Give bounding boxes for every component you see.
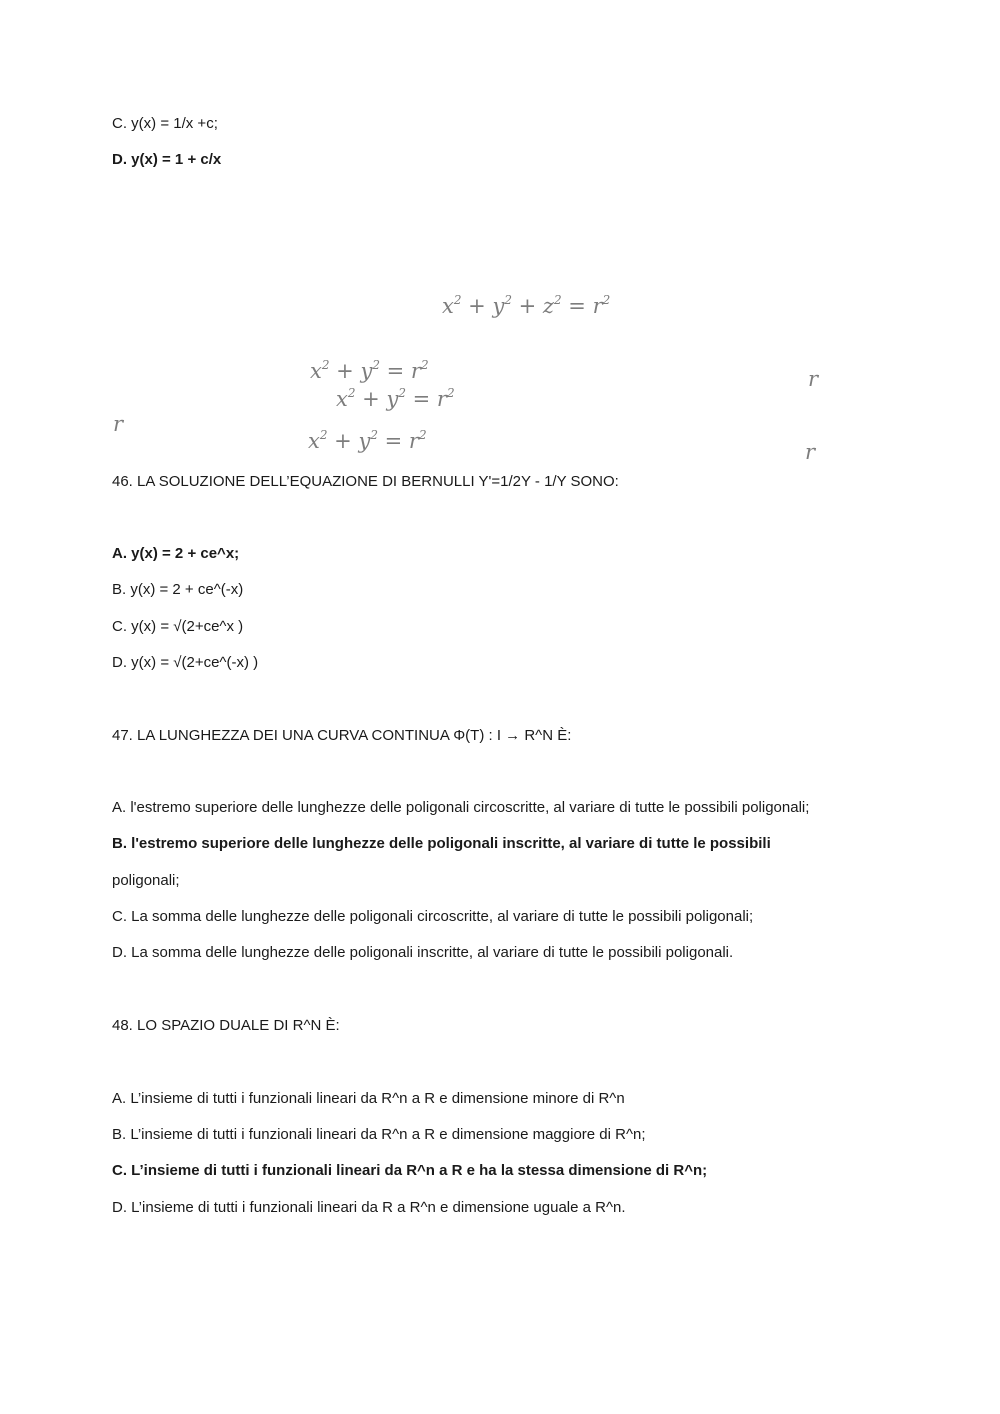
q48-option-c-correct: C. L’insieme di tutti i funzionali lineari da R^n a R e ha la stessa dimensione di R^n; — [112, 1162, 708, 1179]
r-symbol-right-1: r — [808, 367, 819, 391]
q46-option-c: C. y(x) = √(2+ce^x ) — [112, 618, 244, 635]
q47-option-a: A. l'estremo superiore delle lunghezze delle poligonali circoscritte, al variare di tutte le possibili poligonali; — [112, 799, 810, 816]
sphere-equation: $x^2 + y^2 + z^2 = r^2$ — [442, 293, 611, 318]
q48-option-d: D. L’insieme di tutti i funzionali lineari da R a R^n e dimensione uguale a R^n. — [112, 1199, 626, 1216]
question-47-title: 47. LA LUNGHEZZA DEI UNA CURVA CONTINUA Φ(T) : I → R^N È: — [112, 727, 572, 744]
prev-option-c: C. y(x) = 1/x +c; — [112, 115, 218, 132]
circle-equation-2: $x^2 + y^2 = r^2$ — [336, 386, 455, 411]
q47-option-b-correct: B. l'estremo superiore delle lunghezze delle poligonali inscritte, al variare di tutte le possibili — [112, 835, 771, 852]
q48-option-b: B. L’insieme di tutti i funzionali lineari da R^n a R e dimensione maggiore di R^n; — [112, 1126, 646, 1143]
question-48-title: 48. LO SPAZIO DUALE DI R^N È: — [112, 1017, 340, 1034]
q46-option-d: D. y(x) = √(2+ce^(-x) ) — [112, 654, 259, 671]
r-symbol-right-2: r — [805, 440, 816, 464]
q47-option-b-continued: poligonali; — [112, 872, 180, 889]
q47-option-c: C. La somma delle lunghezze delle poligonali circoscritte, al variare di tutte le possibili poligonali; — [112, 908, 754, 925]
circle-equation-3: $x^2 + y^2 = r^2$ — [308, 428, 427, 453]
q46-option-a-correct: A. y(x) = 2 + ce^x; — [112, 545, 240, 562]
question-46-title: 46. LA SOLUZIONE DELL’EQUAZIONE DI BERNULLI Y'=1/2Y - 1/Y SONO: — [112, 473, 619, 490]
circle-equation-1: $x^2 + y^2 = r^2$ — [310, 358, 429, 383]
q48-option-a: A. L’insieme di tutti i funzionali lineari da R^n a R e dimensione minore di R^n — [112, 1090, 625, 1107]
prev-option-d-correct: D. y(x) = 1 + c/x — [112, 151, 222, 168]
r-symbol-left: r — [113, 412, 124, 436]
q46-option-b: B. y(x) = 2 + ce^(-x) — [112, 581, 244, 598]
q47-option-d: D. La somma delle lunghezze delle poligonali inscritte, al variare di tutte le possibili poligonali. — [112, 944, 734, 961]
